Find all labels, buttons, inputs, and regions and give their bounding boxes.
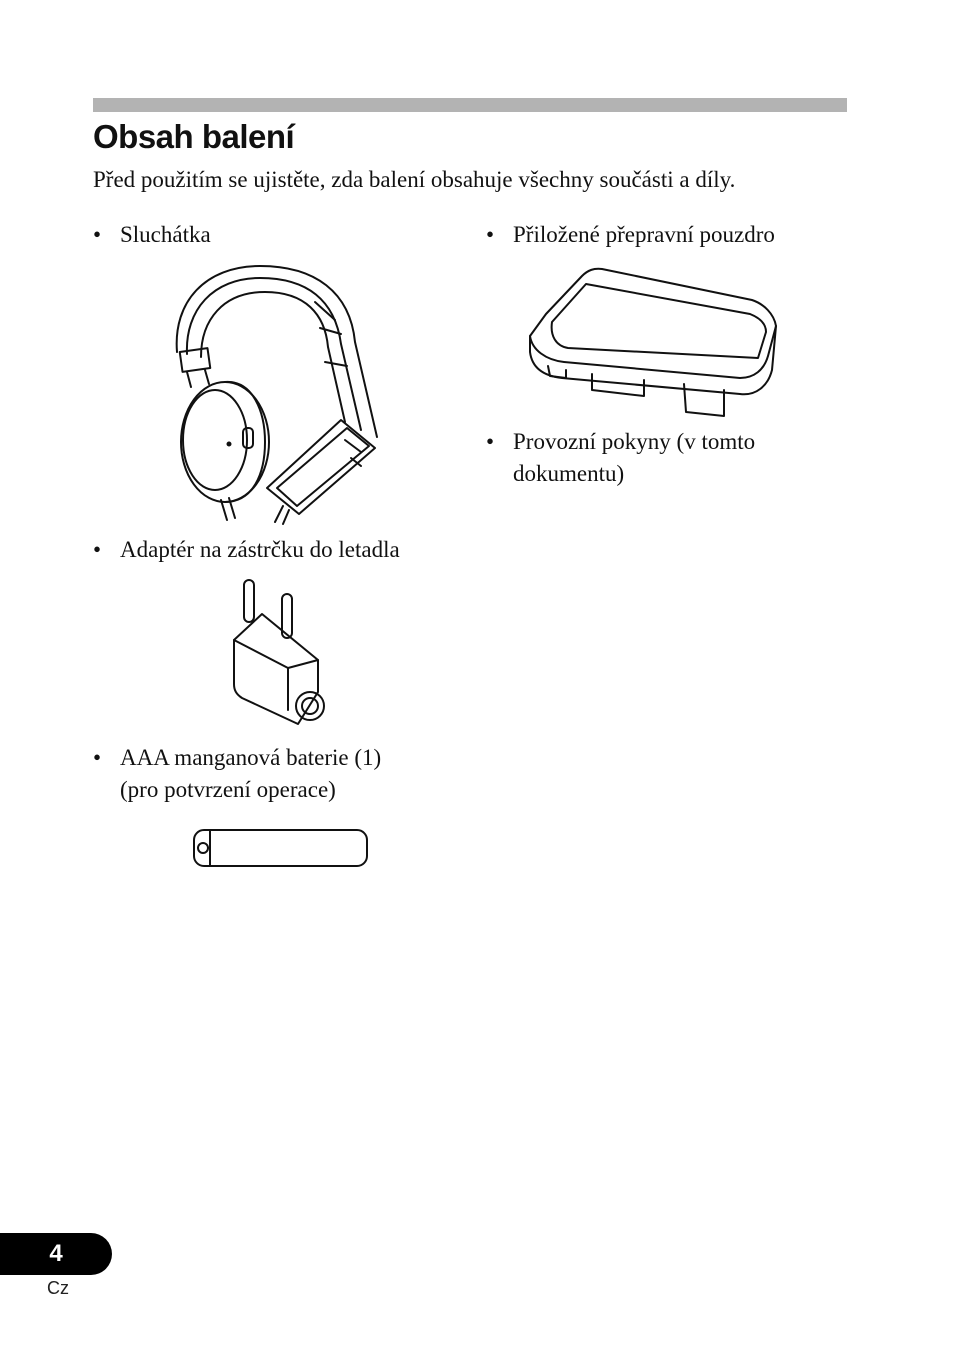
item-label-continued: (pro potvrzení operace)	[120, 777, 336, 802]
item-label: AAA manganová baterie (1)	[120, 745, 382, 770]
item-label-continued: dokumentu)	[513, 461, 625, 486]
item-label: Adaptér na zástrčku do letadla	[120, 537, 400, 562]
aaa-battery-icon	[192, 827, 372, 871]
page-number-tab	[0, 1233, 112, 1275]
bullet: •	[93, 745, 102, 770]
language-code: Cz	[47, 1278, 69, 1298]
item-label: Provozní pokyny (v tomto	[513, 429, 756, 454]
bullet: •	[93, 537, 102, 562]
page-number: 4	[49, 1240, 63, 1267]
item-label: Přiložené přepravní pouzdro	[513, 222, 775, 247]
section-title: Obsah balení	[93, 118, 295, 155]
bullet: •	[486, 222, 495, 247]
bullet: •	[486, 429, 495, 454]
headphones-icon	[165, 262, 385, 527]
intro-text: Před použitím se ujistěte, zda balení obsahuje všechny součásti a díly.	[93, 167, 736, 192]
carrying-case-icon	[524, 266, 784, 421]
item-label: Sluchátka	[120, 222, 211, 247]
bullet: •	[93, 222, 102, 247]
airplane-plug-adapter-icon	[228, 574, 338, 734]
section-header-rule	[93, 98, 847, 112]
